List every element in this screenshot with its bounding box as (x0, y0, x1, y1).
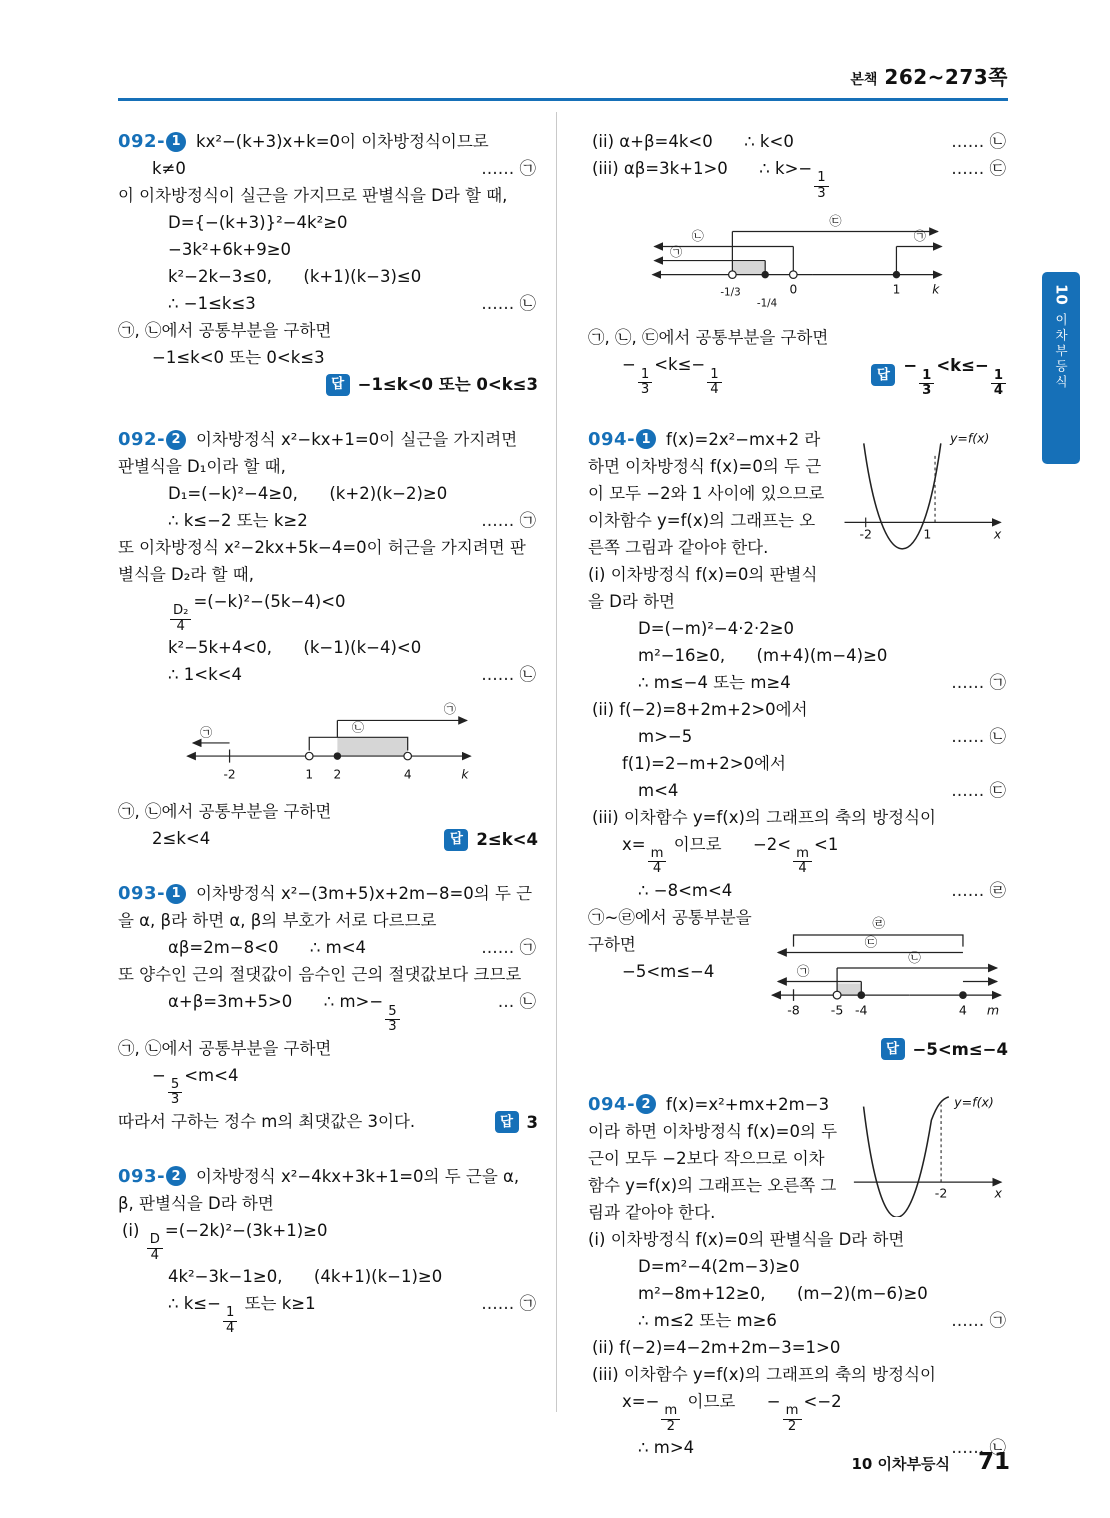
text-line (118, 1035, 538, 1062)
solution-block-094-1 (588, 426, 1008, 1063)
answer-badge: 답 (495, 1111, 519, 1133)
text-line (118, 798, 538, 825)
math-line (168, 934, 538, 961)
axis-label: k (461, 767, 469, 782)
problem-id: 093- (118, 883, 166, 905)
answer-line (588, 1036, 1008, 1063)
fraction: $\frac{m}{2}$ (781, 1404, 804, 1434)
line-text: − $\frac{1}{3}$ <k≤− $\frac{1}{4}$ (622, 355, 724, 374)
line-text: D=m²−4(2m−3)≥0 (638, 1256, 800, 1276)
math-line (638, 1280, 1008, 1307)
line-text: 따라서 구하는 정수 m의 최댓값은 3이다. (118, 1111, 416, 1131)
line-text: 이차방정식 x²−4kx+3k+1=0의 두 근을 α, β, 판별식을 D라 하면 (118, 1166, 525, 1213)
interval-arrows (193, 721, 467, 751)
mark-label: ㉡ (691, 229, 704, 244)
math-line (592, 804, 1008, 831)
solution-block-092-2 (118, 426, 538, 852)
tick-label: 4 (958, 1002, 967, 1018)
open-point (833, 991, 841, 999)
line-text: m<4 (638, 780, 679, 800)
line-text: −5<m≤−4 (622, 961, 715, 981)
line-text: k≠0 (152, 159, 186, 178)
line-text: D={−(k+3)}²−4k²≥0 (168, 213, 348, 232)
mark-label: ㉣ (872, 915, 886, 931)
open-point (404, 753, 412, 761)
line-text: (i) $\frac{D}{4}$ =(−2k)²−(3k+1)≥0 (122, 1220, 328, 1263)
line-text: x= $\frac{m}{4}$ 이므로 −2< $\frac{m}{4}$ <1 (622, 834, 839, 877)
tick-label: 1 (305, 767, 314, 782)
answer (495, 1109, 538, 1135)
fraction: $\frac{\text{D₂}}{4}$ (168, 604, 193, 634)
line-text: f(x)=x²+mx+2m−3이라 하면 이차방정식 f(x)=0의 두 근이 모두 −2보다 작으므로 이차함수 y=f(x)의 그래프는 오른쪽 그림과 같아야 한다. (588, 1094, 843, 1222)
tick-label: -2 (859, 526, 872, 542)
line-text: 이 이차방정식이 실근을 가지므로 판별식을 D라 할 때, (118, 186, 508, 205)
line-text: ㉠, ㉡에서 공통부분을 구하면 (118, 802, 332, 822)
fraction: $\frac{m}{4}$ (791, 847, 814, 877)
reference-marker: …… ㉠ (481, 1294, 536, 1314)
line-text: (ii) f(−2)=8+2m+2>0에서 (592, 699, 808, 719)
line-text: ∴ m>4 (638, 1438, 695, 1458)
mark-label: ㉡ (908, 950, 921, 966)
answer-badge: 답 (326, 374, 350, 396)
text-line (118, 182, 538, 209)
solution-region (732, 262, 765, 275)
closed-point (334, 753, 342, 761)
reference-marker: …… ㉢ (951, 780, 1006, 800)
reference-marker: …… ㉡ (481, 294, 536, 313)
solution-block-093-1 (118, 880, 538, 1135)
line-text: (iii) 이차함수 y=f(x)의 그래프의 축의 방정식이 (592, 807, 936, 827)
line-text: 또 이차방정식 x²−2kx+5k−4=0이 허근을 가지려면 판별식을 D₂라 할 때, (118, 538, 526, 584)
fraction: $\frac{5}{3}$ (383, 1005, 401, 1035)
line-text: ∴ m≤2 또는 m≥6 (638, 1310, 777, 1330)
tick-label: -2 (223, 767, 236, 782)
text-line (118, 1163, 538, 1217)
chapter-number: 10 (1052, 284, 1071, 305)
page-footer (851, 1449, 1010, 1478)
fraction: $\frac{5}{3}$ (166, 1078, 184, 1108)
reference-marker: …… ㉠ (481, 938, 536, 958)
line-text: (iii) 이차함수 y=f(x)의 그래프의 축의 방정식이 (592, 1364, 936, 1384)
answer (871, 352, 1008, 397)
tick-label: 0 (789, 282, 798, 297)
math-line (168, 290, 538, 317)
math-line (592, 1334, 1008, 1361)
answer-line (118, 371, 538, 398)
text-line (118, 961, 538, 988)
mark-label: ㉢ (829, 214, 842, 229)
axis-label: x (993, 526, 1002, 542)
fraction: $\frac{1}{3}$ (812, 171, 830, 201)
line-text: (i) 이차방정식 f(x)=0의 판별식을 D라 하면 (588, 564, 818, 611)
line-text: ㉠, ㉡, ㉢에서 공통부분을 구하면 (588, 328, 829, 348)
problem-number (118, 426, 186, 453)
problem-id: 092- (118, 429, 166, 450)
math-line (638, 669, 1008, 696)
line-text: −1≤k<0 또는 0<k≤3 (152, 348, 325, 367)
math-line (168, 988, 538, 1034)
header-rule (118, 98, 1008, 101)
mark-label: ㉠ (796, 963, 810, 979)
tick-label: -1/3 (720, 286, 741, 299)
math-line (638, 615, 1008, 642)
line-text: ∴ 1<k<4 (168, 665, 242, 685)
answer (881, 1036, 1008, 1063)
line-text: 또 양수인 근의 절댓값이 음수인 근의 절댓값보다 크므로 (118, 965, 522, 985)
problem-number (118, 1163, 186, 1190)
curve-label: y=f(x) (949, 430, 990, 446)
problem-id: 093- (118, 1165, 166, 1187)
math-line (168, 634, 538, 661)
math-line (638, 1253, 1008, 1280)
line-text: 2≤k<4 (152, 829, 211, 849)
closed-point (959, 991, 967, 999)
problem-number (588, 1091, 656, 1118)
mark-label: ㉠ (913, 229, 926, 244)
solution-block-094-2 (588, 1091, 1008, 1463)
mark-label: ㉢ (864, 934, 878, 950)
tick-label: -1/4 (756, 297, 778, 310)
text-line (588, 1226, 1008, 1253)
line-text: ㉠~㉣에서 공통부분을 구하면 (588, 907, 757, 954)
text-line (588, 1091, 1008, 1226)
book-ref-pages: 262~273쪽 (884, 65, 1008, 89)
math-line (152, 825, 538, 852)
problem-variant-badge: 2 (636, 1094, 656, 1114)
reference-marker: …… ㉡ (481, 665, 536, 685)
math-line (622, 958, 1008, 985)
problem-id: 092- (118, 131, 166, 152)
fraction: $\frac{m}{2}$ (659, 1404, 682, 1434)
line-text: 이차방정식 x²−kx+1=0이 실근을 가지려면 판별식을 D₁이라 할 때, (118, 430, 523, 476)
fraction: $\frac{1}{4}$ (221, 1306, 239, 1336)
number-line-diagram-092-2 (178, 696, 478, 788)
fraction: $\frac{1}{3}$ (636, 368, 654, 398)
tick-label: 2 (333, 767, 342, 782)
mark-label: ㉠ (443, 702, 456, 717)
tick-label: -2 (934, 1185, 948, 1201)
math-line (168, 480, 538, 507)
line-text: kx²−(k+3)x+k=0이 이차방정식이므로 (196, 132, 489, 151)
math-line (152, 1062, 538, 1108)
text-line (588, 904, 1008, 958)
fraction: $\frac{1}{3}$ (917, 369, 936, 398)
line-text: ∴ −8<m<4 (638, 880, 733, 900)
reference-marker: …… ㉠ (951, 672, 1006, 692)
line-text: α+β=3m+5>0 ∴ m>− $\frac{5}{3}$ (168, 992, 402, 1011)
footer-page-number: 71 (977, 1449, 1010, 1475)
tick-label: -8 (787, 1002, 800, 1018)
reference-marker: … ㉡ (497, 992, 536, 1012)
math-line (622, 750, 1008, 777)
math-line (592, 128, 1008, 155)
footer-chapter: 10 이차부등식 (851, 1455, 950, 1473)
problem-id: 094- (588, 1093, 636, 1115)
line-text: −3k²+6k+9≥0 (168, 240, 292, 259)
math-line (638, 642, 1008, 669)
math-line (622, 831, 1008, 877)
mark-label: ㉠ (670, 245, 683, 260)
left-column (118, 128, 538, 1491)
math-line (168, 661, 538, 688)
reference-marker: …… ㉠ (951, 1310, 1006, 1330)
reference-marker: …… ㉡ (951, 726, 1006, 746)
problem-number (118, 880, 186, 907)
answer-text: −1≤k<0 또는 0<k≤3 (357, 375, 538, 394)
line-text: m²−8m+12≥0, (m−2)(m−6)≥0 (638, 1283, 928, 1303)
problem-variant-badge: 2 (166, 430, 186, 450)
solution-region (337, 738, 407, 757)
line-text: αβ=2m−8<0 ∴ m<4 (168, 938, 367, 958)
text-line (118, 317, 538, 344)
math-line (592, 1361, 1008, 1388)
curve-label: y=f(x) (954, 1094, 994, 1110)
math-line (168, 1263, 538, 1290)
reference-marker: …… ㉡ (951, 132, 1006, 151)
math-line (168, 209, 538, 236)
answer-badge: 답 (444, 829, 468, 851)
reference-marker: …… ㉡ (951, 1438, 1006, 1458)
answer-text: 2≤k<4 (476, 830, 538, 850)
open-point (790, 271, 798, 279)
text-line (118, 880, 538, 934)
tick-label: -4 (855, 1002, 868, 1018)
line-text: ∴ k≤−2 또는 k≥2 (168, 511, 308, 530)
math-line (168, 236, 538, 263)
open-point (729, 271, 737, 279)
fraction: $\frac{1}{4}$ (705, 368, 723, 398)
problem-variant-badge: 1 (166, 132, 186, 152)
line-text: ㉠, ㉡에서 공통부분을 구하면 (118, 321, 332, 340)
math-line (638, 777, 1008, 804)
line-text: D₁=(−k)²−4≥0, (k+2)(k−2)≥0 (168, 484, 448, 503)
closed-point (893, 271, 901, 279)
line-text: f(1)=2−m+2>0에서 (622, 753, 786, 773)
fraction: $\frac{m}{4}$ (646, 847, 669, 877)
math-line (622, 351, 1008, 397)
answer-text: −5<m≤−4 (912, 1039, 1008, 1059)
header-book-ref (850, 64, 1008, 94)
text-line (118, 426, 538, 480)
tick-label: 4 (403, 767, 412, 782)
line-text: ㉠, ㉡에서 공통부분을 구하면 (118, 1038, 332, 1058)
line-text: − $\frac{5}{3}$ <m<4 (152, 1065, 239, 1108)
closed-point (857, 991, 865, 999)
text-line (588, 426, 1008, 561)
math-line (168, 507, 538, 534)
line-text: k²−2k−3≤0, (k+1)(k−3)≤0 (168, 267, 422, 286)
text-line (118, 1108, 538, 1135)
fraction: $\frac{D}{4}$ (145, 1233, 165, 1263)
problem-id: 094- (588, 428, 636, 450)
mark-label: ㉡ (351, 720, 365, 735)
problem-variant-badge: 1 (636, 429, 656, 449)
math-line (638, 723, 1008, 750)
math-line (168, 588, 538, 634)
tick-label: 1 (892, 282, 901, 297)
answer-badge: 답 (871, 364, 895, 386)
open-point (306, 753, 314, 761)
reference-marker: …… ㉢ (951, 159, 1006, 178)
answer (444, 826, 538, 852)
problem-number (588, 426, 656, 453)
text-line (588, 324, 1008, 351)
line-text: (ii) f(−2)=4−2m+2m−3=1>0 (592, 1337, 841, 1357)
line-text: ∴ k≤− $\frac{1}{4}$ 또는 k≥1 (168, 1294, 316, 1336)
line-text: f(x)=2x²−mx+2 라 하면 이차방정식 f(x)=0의 두 근이 모두 −2와 1 사이에 있으므로 이차함수 y=f(x)의 그래프는 오른쪽 그림과 같아야 한다. (588, 429, 830, 557)
fraction: $\frac{1}{4}$ (989, 369, 1008, 398)
math-line (168, 1290, 538, 1336)
line-text: ∴ m≤−4 또는 m≥4 (638, 672, 791, 692)
text-line (588, 561, 1008, 615)
axis-label: k (932, 282, 940, 297)
problem-variant-badge: 2 (166, 1166, 186, 1186)
problem-variant-badge: 1 (166, 884, 186, 904)
line-text: ∴ −1≤k≤3 (168, 294, 256, 313)
number-line-diagram-093-2 (643, 209, 953, 314)
math-line (152, 155, 538, 182)
line-text: (ii) α+β=4k<0 ∴ k<0 (592, 132, 794, 151)
math-line (622, 1388, 1008, 1434)
line-text: 이차방정식 x²−(3m+5)x+2m−8=0의 두 근을 α, β라 하면 α, β의 부호가 서로 다르므로 (118, 884, 533, 931)
solution-block-continued (588, 128, 1008, 398)
line-text: D=(−m)²−4·2·2≥0 (638, 618, 795, 638)
text-line (118, 128, 538, 155)
mark-label: ㉠ (200, 725, 213, 740)
math-line (592, 696, 1008, 723)
math-line (168, 263, 538, 290)
reference-marker: …… ㉠ (481, 159, 536, 178)
tick-label: -5 (830, 1002, 844, 1018)
answer (326, 371, 538, 398)
closed-point (761, 271, 769, 279)
axis-label: m (986, 1002, 1000, 1018)
text-line (118, 534, 538, 588)
reference-marker: …… ㉠ (481, 511, 536, 530)
solution-columns (118, 128, 1008, 1491)
line-text: (iii) αβ=3k+1>0 ∴ k>− $\frac{1}{3}$ (592, 159, 831, 178)
math-line (592, 155, 1008, 201)
answer-badge: 답 (881, 1038, 905, 1060)
math-line (638, 1307, 1008, 1334)
line-text: k²−5k+4<0, (k−1)(k−4)<0 (168, 638, 422, 658)
book-ref-prefix: 본책 (850, 72, 878, 88)
line-text: 4k²−3k−1≥0, (4k+1)(k−1)≥0 (168, 1267, 443, 1287)
answer-text: − $\frac{1}{3}$ <k≤− $\frac{1}{4}$ (903, 352, 1008, 397)
chapter-title: 이차부등식 (1053, 312, 1069, 391)
solution-block-093-2 (118, 1163, 538, 1337)
reference-marker: …… ㉣ (951, 880, 1006, 900)
column-divider (556, 112, 557, 1412)
line-text: m²−16≥0, (m+4)(m−4)≥0 (638, 645, 888, 665)
math-line (122, 1217, 538, 1263)
axis (187, 750, 470, 763)
line-text: $\frac{\text{D₂}}{4}$ =(−k)²−(5k−4)<0 (168, 592, 346, 611)
right-column (588, 128, 1008, 1491)
problem-number (118, 128, 186, 155)
tick-label: 1 (923, 526, 932, 542)
line-text: m>−5 (638, 726, 693, 746)
math-line (152, 344, 538, 371)
chapter-side-tab (1042, 272, 1080, 464)
line-text: (i) 이차방정식 f(x)=0의 판별식을 D라 하면 (588, 1229, 905, 1249)
solution-block-092-1 (118, 128, 538, 398)
axis-label: x (994, 1185, 1002, 1201)
line-text: x=− $\frac{m}{2}$ 이므로 − $\frac{m}{2}$ <−2 (622, 1391, 842, 1434)
answer-text: 3 (526, 1112, 538, 1132)
math-line (638, 877, 1008, 904)
